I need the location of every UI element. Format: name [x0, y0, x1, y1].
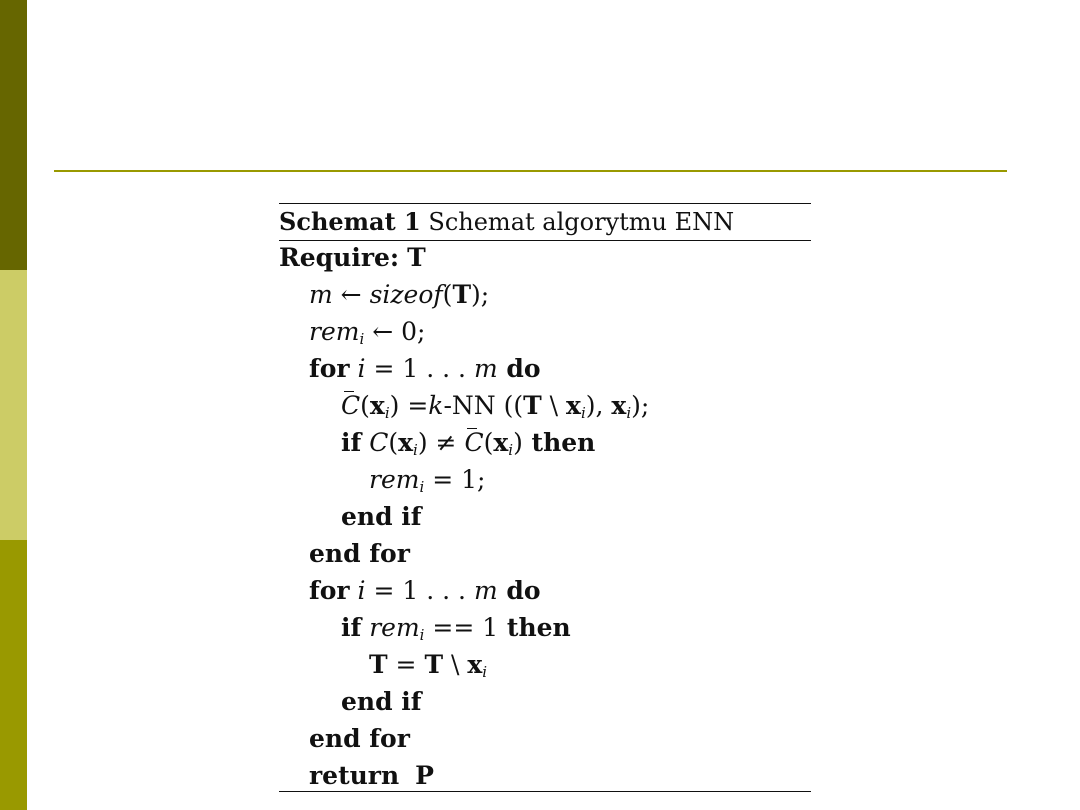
var-cbar: C	[341, 391, 361, 420]
require-arg: T	[407, 243, 426, 272]
line-return	[309, 761, 434, 791]
line-remove	[369, 650, 487, 680]
subscript-i: i	[419, 478, 425, 496]
func-sizeof: sizeof	[369, 280, 443, 309]
keyword-do: do	[497, 576, 541, 605]
var-x: x	[566, 391, 581, 420]
algorithm-caption-rule	[279, 240, 811, 241]
subscript-i: i	[419, 626, 425, 644]
paren: (	[388, 428, 399, 457]
algorithm-bottom-rule	[279, 791, 811, 792]
setminus: \	[443, 650, 468, 679]
slide-bar-bottom	[0, 540, 27, 810]
keyword-if: if	[341, 613, 362, 642]
knn-label: -NN ((	[443, 391, 524, 420]
var-x: x	[398, 428, 414, 457]
algorithm-caption	[279, 204, 811, 240]
line-end-if-1: end if	[341, 502, 422, 531]
comma: ),	[585, 391, 612, 420]
return-arg: P	[415, 761, 434, 790]
title-divider	[54, 170, 1007, 172]
equals: =	[387, 650, 425, 679]
keyword-if: if	[341, 428, 362, 457]
slide-bar-middle	[0, 270, 27, 540]
line-if-1	[341, 428, 595, 458]
line-for-1	[309, 354, 541, 384]
equals-one: == 1	[424, 613, 499, 642]
keyword-for: for	[309, 576, 350, 605]
line-rem-set	[369, 465, 485, 495]
keyword-then: then	[498, 613, 571, 642]
var-k: k	[428, 391, 444, 420]
line-end-for-1: end for	[309, 539, 410, 568]
algorithm-box	[279, 203, 811, 790]
equals: ) =	[389, 391, 429, 420]
var-i: i	[349, 354, 374, 383]
keyword-do: do	[497, 354, 541, 383]
line-if-2	[341, 613, 571, 643]
setminus: \	[541, 391, 567, 420]
line-require	[279, 243, 426, 273]
line-size	[309, 280, 489, 310]
keyword-then: then	[522, 428, 596, 457]
not-equal: ) ≠	[417, 428, 465, 457]
var-i: i	[349, 576, 374, 605]
var-rem: rem	[361, 613, 420, 642]
paren: (	[360, 391, 370, 420]
set-T: T	[369, 650, 388, 679]
paren: )	[513, 428, 523, 457]
slide-bar-top	[0, 0, 27, 270]
caption-label: Schemat 1	[279, 207, 421, 236]
paren: (	[483, 428, 494, 457]
assign-zero: ← 0;	[364, 317, 426, 346]
range: = 1 . . .	[373, 354, 474, 383]
subscript-i: i	[482, 663, 488, 681]
var-c: C	[361, 428, 389, 457]
paren: );	[471, 280, 490, 309]
paren: (	[442, 280, 453, 309]
paren: );	[631, 391, 650, 420]
line-end-if-2: end if	[341, 687, 422, 716]
range: = 1 . . .	[373, 576, 474, 605]
subscript-i: i	[580, 404, 586, 422]
set-T: T	[452, 280, 472, 309]
set-T: T	[424, 650, 444, 679]
var-m: m	[309, 280, 333, 309]
keyword-for: for	[309, 354, 350, 383]
line-end-for-2: end for	[309, 724, 410, 753]
subscript-i: i	[626, 404, 632, 422]
var-x: x	[467, 650, 483, 679]
var-rem: rem	[309, 317, 360, 346]
keyword-return: return	[309, 761, 400, 790]
subscript-i: i	[413, 441, 418, 459]
assign-arrow: ←	[332, 280, 370, 309]
assign-one: = 1;	[424, 465, 486, 494]
var-m: m	[473, 576, 498, 605]
var-cbar: C	[464, 428, 484, 457]
var-x: x	[493, 428, 509, 457]
var-x: x	[369, 391, 385, 420]
var-m: m	[473, 354, 498, 383]
caption-text: Schemat algorytmu ENN	[428, 208, 735, 236]
line-knn	[341, 391, 649, 421]
var-rem: rem	[369, 465, 420, 494]
line-rem-init	[309, 317, 425, 347]
keyword-require: Require:	[279, 243, 400, 272]
line-for-2	[309, 576, 541, 606]
set-T: T	[523, 391, 542, 420]
subscript-i: i	[508, 441, 514, 459]
subscript-i: i	[384, 404, 390, 422]
subscript-i: i	[359, 330, 365, 348]
var-x: x	[611, 391, 627, 420]
